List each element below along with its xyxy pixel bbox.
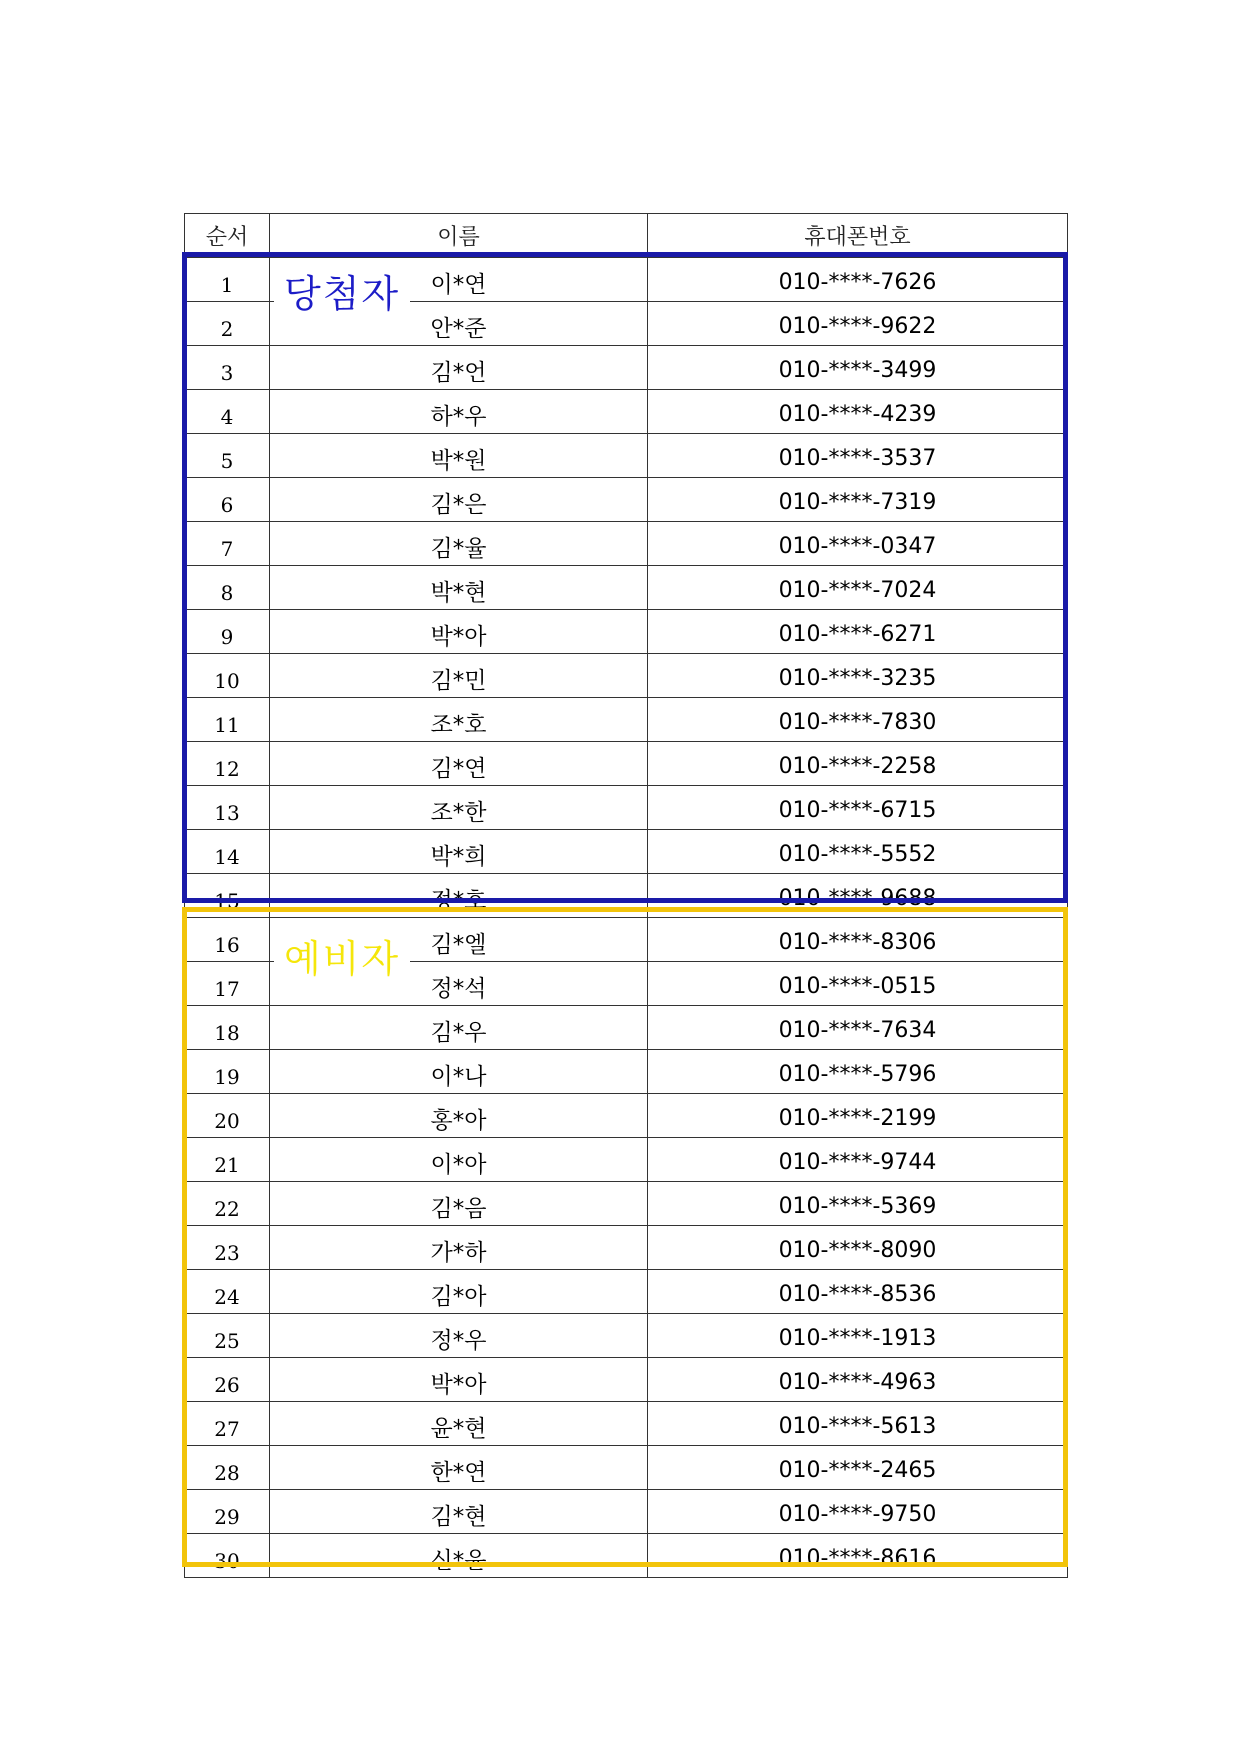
row-phone: 010-****-9750 xyxy=(778,1502,937,1527)
row-name-cell xyxy=(270,742,648,786)
row-no-cell xyxy=(185,434,270,478)
row-name-cell xyxy=(270,522,648,566)
row-no-cell xyxy=(185,654,270,698)
row-no: 29 xyxy=(214,1504,240,1529)
row-no-cell xyxy=(185,786,270,830)
row-name: 조*호 xyxy=(430,712,487,738)
row-name: 박*아 xyxy=(430,1372,487,1398)
row-name-cell xyxy=(270,1094,648,1138)
row-phone-cell xyxy=(648,566,1068,610)
row-no-cell xyxy=(185,1446,270,1490)
row-name-cell xyxy=(270,1358,648,1402)
table-body xyxy=(185,258,1068,1578)
row-name-cell xyxy=(270,1314,648,1358)
row-name-cell xyxy=(270,654,648,698)
row-name: 신*윤 xyxy=(430,1548,487,1574)
table-row xyxy=(185,1314,1068,1358)
row-name: 박*원 xyxy=(430,448,487,474)
row-no-cell xyxy=(185,1050,270,1094)
row-name: 김*민 xyxy=(430,668,487,694)
row-name: 박*희 xyxy=(430,844,487,870)
row-phone: 010-****-8616 xyxy=(778,1546,937,1571)
table-row xyxy=(185,698,1068,742)
row-phone-cell xyxy=(648,434,1068,478)
row-phone: 010-****-4963 xyxy=(778,1370,937,1395)
row-phone-cell xyxy=(648,742,1068,786)
row-name: 하*우 xyxy=(430,404,487,430)
row-name: 김*우 xyxy=(430,1020,487,1046)
row-no-cell xyxy=(185,1534,270,1578)
winners-label: 당첨자 xyxy=(274,271,410,317)
row-no: 1 xyxy=(220,272,234,297)
row-phone-cell xyxy=(648,610,1068,654)
row-no-cell xyxy=(185,1226,270,1270)
row-phone: 010-****-6271 xyxy=(778,622,937,647)
row-no: 19 xyxy=(214,1064,240,1089)
row-name: 윤*현 xyxy=(430,1416,487,1442)
row-no: 3 xyxy=(220,360,234,385)
row-no: 8 xyxy=(220,580,234,605)
row-no: 7 xyxy=(220,536,234,561)
table-row xyxy=(185,346,1068,390)
row-name: 이*나 xyxy=(430,1064,487,1090)
row-phone: 010-****-5613 xyxy=(778,1414,937,1439)
table-row xyxy=(185,478,1068,522)
row-phone: 010-****-7319 xyxy=(778,490,937,515)
row-no: 10 xyxy=(214,668,240,693)
table-row xyxy=(185,654,1068,698)
row-name-cell xyxy=(270,1050,648,1094)
row-name-cell xyxy=(270,610,648,654)
row-phone-cell xyxy=(648,1534,1068,1578)
row-no: 25 xyxy=(214,1328,240,1353)
row-name: 이*연 xyxy=(430,272,487,298)
row-phone-cell xyxy=(648,654,1068,698)
row-no-cell xyxy=(185,566,270,610)
row-phone: 010-****-2465 xyxy=(778,1458,937,1483)
row-no: 14 xyxy=(214,844,240,869)
table-row xyxy=(185,874,1068,918)
row-phone-cell xyxy=(648,1094,1068,1138)
row-name-cell xyxy=(270,390,648,434)
row-no: 22 xyxy=(214,1196,240,1221)
table-row xyxy=(185,390,1068,434)
row-phone: 010-****-4239 xyxy=(778,402,937,427)
row-no-cell xyxy=(185,478,270,522)
row-name-cell xyxy=(270,830,648,874)
row-no: 18 xyxy=(214,1020,240,1045)
row-no: 6 xyxy=(220,492,234,517)
row-no: 21 xyxy=(214,1152,240,1177)
row-name-cell xyxy=(270,874,648,918)
row-name-cell xyxy=(270,1138,648,1182)
row-no: 26 xyxy=(214,1372,240,1397)
row-phone: 010-****-7830 xyxy=(778,710,937,735)
row-phone-cell xyxy=(648,1402,1068,1446)
row-no-cell xyxy=(185,1358,270,1402)
table-row xyxy=(185,1094,1068,1138)
row-phone: 010-****-5369 xyxy=(778,1194,937,1219)
row-name: 정*석 xyxy=(430,976,487,1002)
table-row xyxy=(185,1182,1068,1226)
row-no-cell xyxy=(185,346,270,390)
row-name-cell xyxy=(270,786,648,830)
header-name: 이름 xyxy=(270,214,648,258)
row-phone-cell xyxy=(648,962,1068,1006)
row-name: 박*아 xyxy=(430,624,487,650)
row-no-cell xyxy=(185,830,270,874)
row-no-cell xyxy=(185,1094,270,1138)
winner-list-table xyxy=(184,213,1068,1578)
row-no: 4 xyxy=(220,404,234,429)
row-name: 김*언 xyxy=(430,360,487,386)
row-name-cell xyxy=(270,566,648,610)
row-phone-cell xyxy=(648,1182,1068,1226)
row-name: 조*한 xyxy=(430,800,487,826)
row-no: 13 xyxy=(214,800,240,825)
row-no-cell xyxy=(185,1006,270,1050)
row-no-cell xyxy=(185,1270,270,1314)
row-phone: 010-****-2199 xyxy=(778,1106,937,1131)
row-name-cell xyxy=(270,434,648,478)
row-phone-cell xyxy=(648,1226,1068,1270)
table-row xyxy=(185,1006,1068,1050)
row-name: 정*호 xyxy=(430,888,487,914)
row-no: 12 xyxy=(214,756,240,781)
table-row xyxy=(185,522,1068,566)
row-phone-cell xyxy=(648,1270,1068,1314)
row-name-cell xyxy=(270,478,648,522)
table-row xyxy=(185,566,1068,610)
row-phone-cell xyxy=(648,478,1068,522)
row-name-cell xyxy=(270,346,648,390)
row-phone-cell xyxy=(648,830,1068,874)
row-name-cell xyxy=(270,1534,648,1578)
table-row xyxy=(185,1270,1068,1314)
row-name-cell xyxy=(270,1446,648,1490)
row-phone: 010-****-1913 xyxy=(778,1326,937,1351)
row-phone: 010-****-5796 xyxy=(778,1062,937,1087)
table-row xyxy=(185,1402,1068,1446)
row-phone-cell xyxy=(648,1006,1068,1050)
row-no: 17 xyxy=(214,976,240,1001)
row-no-cell xyxy=(185,698,270,742)
row-name: 박*현 xyxy=(430,580,487,606)
row-no: 24 xyxy=(214,1284,240,1309)
row-name-cell xyxy=(270,1006,648,1050)
row-name: 홍*아 xyxy=(430,1108,487,1134)
row-name: 김*아 xyxy=(430,1284,487,1310)
row-phone-cell xyxy=(648,1050,1068,1094)
row-name-cell xyxy=(270,698,648,742)
row-phone: 010-****-9622 xyxy=(778,314,937,339)
row-no: 27 xyxy=(214,1416,240,1441)
row-phone: 010-****-8090 xyxy=(778,1238,937,1263)
row-no: 5 xyxy=(220,448,234,473)
row-name-cell xyxy=(270,1402,648,1446)
row-name: 김*현 xyxy=(430,1504,487,1530)
row-name: 이*아 xyxy=(430,1152,487,1178)
row-no-cell xyxy=(185,1182,270,1226)
row-no-cell xyxy=(185,1490,270,1534)
row-name-cell xyxy=(270,1490,648,1534)
row-no: 2 xyxy=(220,316,234,341)
row-no-cell xyxy=(185,1138,270,1182)
row-no: 20 xyxy=(214,1108,240,1133)
row-phone: 010-****-2258 xyxy=(778,754,937,779)
table-row xyxy=(185,1358,1068,1402)
row-phone: 010-****-9688 xyxy=(778,886,937,911)
row-phone-cell xyxy=(648,918,1068,962)
row-phone-cell xyxy=(648,1490,1068,1534)
table-row xyxy=(185,1138,1068,1182)
row-no-cell xyxy=(185,962,270,1006)
row-no-cell xyxy=(185,918,270,962)
row-phone-cell xyxy=(648,258,1068,302)
row-phone-cell xyxy=(648,1358,1068,1402)
header-no: 순서 xyxy=(185,214,270,258)
row-no: 16 xyxy=(214,932,240,957)
row-name: 김*음 xyxy=(430,1196,487,1222)
row-name: 한*연 xyxy=(430,1460,487,1486)
row-no: 23 xyxy=(214,1240,240,1265)
row-name: 정*우 xyxy=(430,1328,487,1354)
row-no: 11 xyxy=(214,712,240,737)
row-no: 15 xyxy=(214,888,240,913)
row-name: 김*연 xyxy=(430,756,487,782)
row-no: 30 xyxy=(214,1548,240,1573)
reserve-label: 예비자 xyxy=(274,936,410,982)
table-row xyxy=(185,1534,1068,1578)
row-phone: 010-****-5552 xyxy=(778,842,937,867)
row-phone-cell xyxy=(648,390,1068,434)
table-row xyxy=(185,830,1068,874)
row-phone-cell xyxy=(648,1446,1068,1490)
row-phone: 010-****-3499 xyxy=(778,358,937,383)
row-no-cell xyxy=(185,742,270,786)
row-no: 28 xyxy=(214,1460,240,1485)
table-row xyxy=(185,1446,1068,1490)
table-row xyxy=(185,1490,1068,1534)
row-no-cell xyxy=(185,522,270,566)
row-no-cell xyxy=(185,1402,270,1446)
table-row xyxy=(185,742,1068,786)
row-name-cell xyxy=(270,1270,648,1314)
table-header-row xyxy=(185,214,1068,258)
row-no-cell xyxy=(185,302,270,346)
row-phone: 010-****-8306 xyxy=(778,930,937,955)
row-no-cell xyxy=(185,874,270,918)
row-no-cell xyxy=(185,258,270,302)
row-no-cell xyxy=(185,1314,270,1358)
table-row xyxy=(185,434,1068,478)
row-phone: 010-****-0347 xyxy=(778,534,937,559)
row-phone: 010-****-8536 xyxy=(778,1282,937,1307)
row-phone: 010-****-6715 xyxy=(778,798,937,823)
row-name: 가*하 xyxy=(430,1240,487,1266)
header-phone: 휴대폰번호 xyxy=(648,214,1068,258)
row-name: 김*은 xyxy=(430,492,487,518)
row-phone: 010-****-7626 xyxy=(778,270,937,295)
row-phone-cell xyxy=(648,698,1068,742)
row-no: 9 xyxy=(220,624,234,649)
row-phone-cell xyxy=(648,346,1068,390)
row-phone-cell xyxy=(648,1314,1068,1358)
row-name: 김*엘 xyxy=(430,932,487,958)
row-no-cell xyxy=(185,610,270,654)
row-phone: 010-****-3235 xyxy=(778,666,937,691)
table-row xyxy=(185,786,1068,830)
row-name-cell xyxy=(270,1226,648,1270)
table-row xyxy=(185,610,1068,654)
row-no-cell xyxy=(185,390,270,434)
table-row xyxy=(185,1050,1068,1094)
row-phone-cell xyxy=(648,302,1068,346)
row-phone: 010-****-0515 xyxy=(778,974,937,999)
row-phone-cell xyxy=(648,522,1068,566)
row-phone: 010-****-9744 xyxy=(778,1150,937,1175)
row-name-cell xyxy=(270,1182,648,1226)
row-name: 김*율 xyxy=(430,536,487,562)
row-name: 안*준 xyxy=(430,316,487,342)
row-phone: 010-****-7634 xyxy=(778,1018,937,1043)
table-row xyxy=(185,1226,1068,1270)
row-phone-cell xyxy=(648,1138,1068,1182)
row-phone: 010-****-3537 xyxy=(778,446,937,471)
row-phone-cell xyxy=(648,874,1068,918)
row-phone: 010-****-7024 xyxy=(778,578,937,603)
row-phone-cell xyxy=(648,786,1068,830)
